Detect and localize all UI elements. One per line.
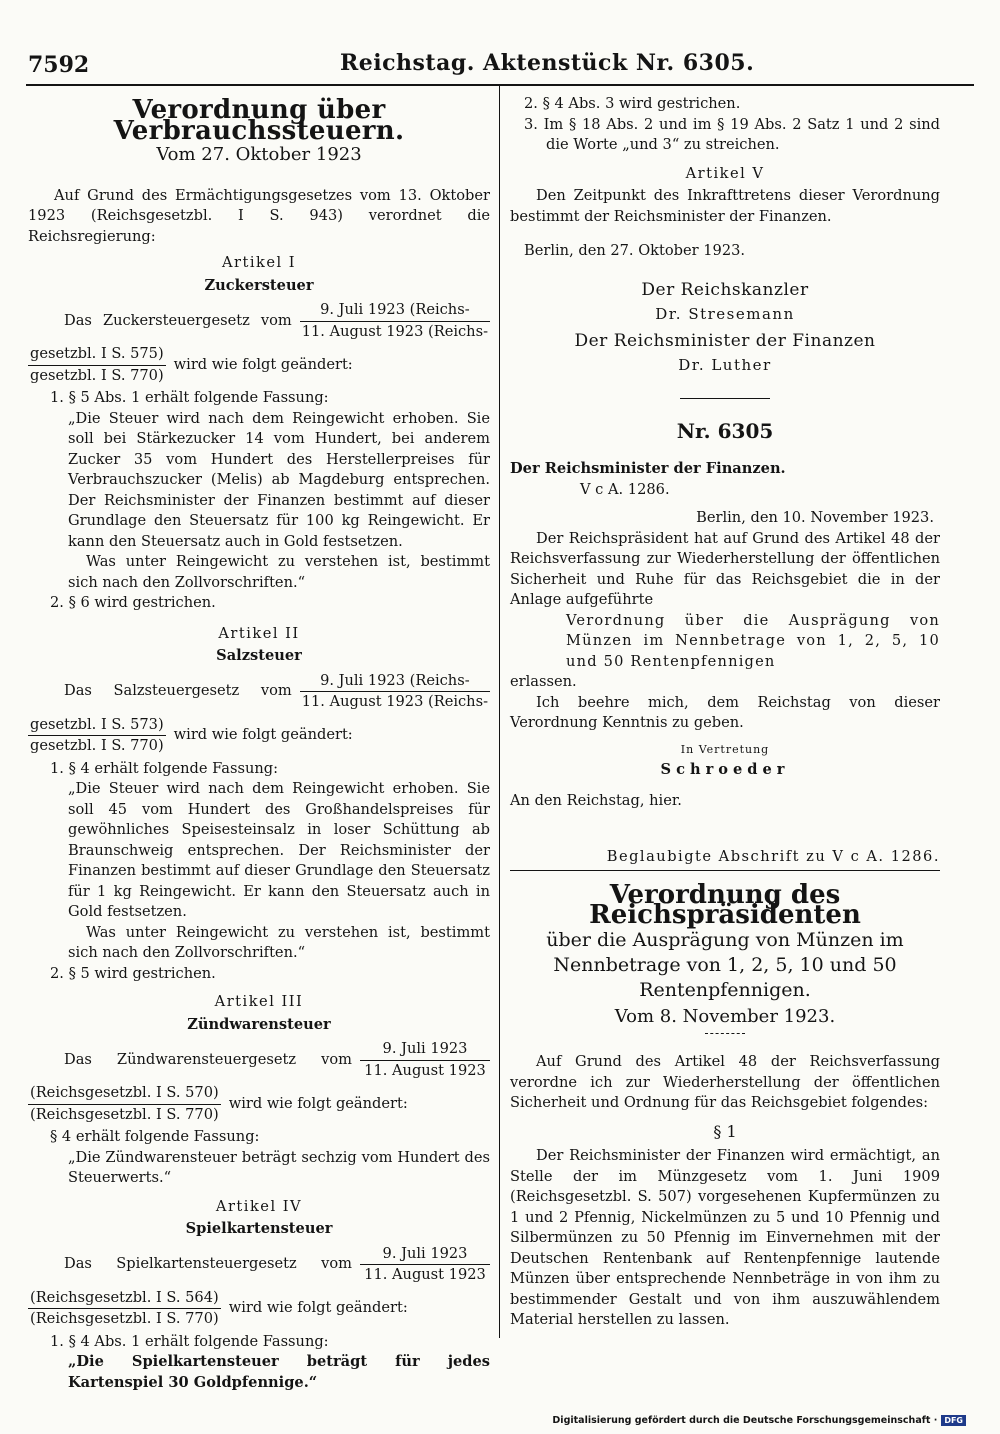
article-4-item-3: 3. Im § 18 Abs. 2 und im § 19 Abs. 2 Satz 1 und 2 sind die Worte „und 3“ zu streichen. — [524, 115, 940, 153]
page-number: 7592 — [28, 52, 90, 78]
article-4-quote: „Die Spielkartensteuer beträgt für jedes Kartenspiel 30 Goldpfennige.“ — [68, 1353, 490, 1391]
fraction-numerator: gesetzbl. I S. 575) — [28, 344, 166, 366]
fraction-numerator: 9. Juli 1923 (Reichs- — [300, 671, 490, 693]
article-1-law-line — [28, 300, 490, 342]
letter-paragraph-2: Ich beehre mich, dem Reichstag von dieser Verordnung Kenntnis zu geben. — [510, 693, 940, 731]
right-column — [510, 94, 940, 1331]
article-4-label: Artikel IV — [215, 1197, 303, 1215]
article-1-quote-cont: Was unter Reingewicht zu verstehen ist, bestimmt sich nach den Zollvorschriften.“ — [68, 553, 490, 591]
fraction-denominator: 11. August 1923 — [364, 1061, 486, 1079]
article-3-law-line — [28, 1039, 490, 1081]
fraction-numerator: 9. Juli 1923 — [360, 1244, 490, 1266]
article-1-item-1: 1. § 5 Abs. 1 erhält folgende Fassung: — [50, 389, 329, 406]
article-4-item-1: 1. § 4 Abs. 1 erhält folgende Fassung: — [50, 1332, 329, 1350]
letter-decree-name: Verordnung über die Ausprägung von Münzen im Nennbetrage von 1, 2, 5, 10 und 50 Rentenpfennigen — [566, 611, 940, 670]
gazette-fraction — [28, 1083, 221, 1125]
gazette-fraction — [28, 1288, 221, 1330]
intro-paragraph: Auf Grund des Ermächtigungsgesetzes vom 13. Oktober 1923 (Reichsgesetzbl. I S. 943) verordnet die Reichsregierung: — [28, 186, 490, 245]
letter-place-date: Berlin, den 10. November 1923. — [696, 509, 934, 526]
article-3-quote: „Die Zündwarensteuer beträgt sechzig vom Hundert des Steuerwerts.“ — [68, 1148, 490, 1186]
signing-place-date: Berlin, den 27. Oktober 1923. — [524, 242, 746, 259]
law-reference: Das Salzsteuergesetz vom — [64, 682, 292, 700]
certified-copy-line: Beglaubigte Abschrift zu V c A. 1286. — [510, 847, 940, 871]
article-4-law-line — [28, 1244, 490, 1286]
in-vertretung: In Vertretung — [680, 742, 770, 756]
fraction-denominator: 11. August 1923 — [364, 1266, 486, 1283]
fraction-denominator: (Reichsgesetzbl. I S. 770) — [30, 1105, 219, 1123]
article-2-item-2: 2. § 5 wird gestrichen. — [50, 964, 216, 982]
article-3-item-1: § 4 erhält folgende Fassung: — [50, 1128, 260, 1145]
presidential-decree-subtitle: über die Ausprägung von Münzen im Nennbetrage von 1, 2, 5, 10 und 50 Rentenpfennigen. — [546, 928, 904, 1001]
signature-2-title: Der Reichsminister der Finanzen — [574, 330, 876, 351]
article-3-label: Artikel III — [214, 993, 304, 1010]
article-2-quote-cont: Was unter Reingewicht zu verstehen ist, bestimmt sich nach den Zollvorschriften.“ — [68, 923, 490, 961]
fraction-denominator: 11. August 1923 (Reichs- — [301, 693, 488, 710]
digitization-footer — [552, 1415, 966, 1426]
fraction-numerator: 9. Juli 1923 (Reichs- — [300, 300, 490, 322]
footer-text: Digitalisierung gefördert durch die Deutsche Forschungsgemeinschaft · — [552, 1415, 938, 1426]
fraction-denominator: gesetzbl. I S. 770) — [30, 737, 164, 754]
left-column — [28, 94, 490, 1393]
presidential-decree-title: Verordnung des Reichspräsidenten — [589, 879, 861, 930]
amendment-phrase: wird wie folgt geändert: — [173, 726, 353, 744]
paragraph-1-heading: § 1 — [713, 1121, 737, 1141]
article-2-subject: Salzsteuer — [216, 647, 302, 664]
letter-erlassen: erlassen. — [510, 673, 577, 690]
article-4-gazette-line — [28, 1288, 490, 1330]
article-1-subject: Zuckersteuer — [204, 276, 314, 294]
fraction-numerator: (Reichsgesetzbl. I S. 570) — [28, 1083, 221, 1105]
amendment-phrase: wird wie folgt geändert: — [228, 1094, 408, 1112]
letter-paragraph-1: Der Reichspräsident hat auf Grund des Artikel 48 der Reichsverfassung zur Wiederherstellung der öffentlichen Sicherheit und Ruhe für das Reichsgebiet die in der Anlage aufgeführte — [510, 529, 940, 608]
article-4-item-2: 2. § 4 Abs. 3 wird gestrichen. — [524, 95, 741, 112]
fraction-denominator: gesetzbl. I S. 770) — [30, 366, 164, 384]
law-reference: Das Zuckersteuergesetz vom — [64, 311, 292, 329]
letter-reference: V c A. 1286. — [580, 480, 670, 498]
decree-title: Verordnung über Verbrauchssteuern. — [113, 95, 405, 146]
header-rule — [26, 84, 974, 86]
signature-1-title: Der Reichskanzler — [641, 279, 809, 300]
gazette-fraction — [28, 344, 166, 386]
presidential-decree-date: Vom 8. November 1923. — [614, 1005, 836, 1027]
article-5-text: Den Zeitpunkt des Inkrafttretens dieser Verordnung bestimmt der Reichsminister der Finanzen. — [510, 187, 940, 225]
document-number: Nr. 6305 — [676, 418, 774, 443]
date-fraction — [300, 671, 490, 713]
article-2-gazette-line — [28, 715, 490, 757]
presidential-decree-intro: Auf Grund des Artikel 48 der Reichsverfassung verordne ich zur Wiederherstellung der öffentlichen Sicherheit und Ordnung für das Reichsgebiet folgendes: — [510, 1053, 940, 1111]
article-5-label: Artikel V — [685, 164, 765, 182]
article-1-gazette-line — [28, 344, 490, 386]
signer-name: Schroeder — [660, 761, 790, 778]
title-dash — [705, 1033, 745, 1034]
article-1-item-2: 2. § 6 wird gestrichen. — [50, 594, 216, 611]
law-reference: Das Zündwarensteuergesetz vom — [64, 1050, 352, 1068]
page-header-title: Reichstag. Aktenstück Nr. 6305. — [340, 50, 755, 76]
letter-address: An den Reichstag, hier. — [510, 791, 682, 809]
article-3-subject: Zündwarensteuer — [187, 1015, 331, 1033]
paragraph-1-text: Der Reichsminister der Finanzen wird ermächtigt, an Stelle der im Münzgesetz vom 1. Juni 1909 (Reichsgesetzbl. S. 507) vorgesehenen Kupfermünzen zu 1 und 2 Pfennig, Nickelmünzen zu 5 und 10 Pfennig und Silbermünzen zu 50 Pfennig im Einvernehmen mit der Deutschen Rentenbank auf Rentenpfennige lautende Münzen über entsprechende Nennbeträge in von ihm zu bestimmender Gestalt und von ihm auszuwählendem Material herstellen zu lassen. — [510, 1147, 940, 1328]
gazette-fraction — [28, 715, 166, 757]
decree-date: Vom 27. Oktober 1923 — [156, 144, 362, 165]
article-1-label: Artikel I — [221, 254, 297, 271]
amendment-phrase: wird wie folgt geändert: — [228, 1299, 408, 1317]
article-2-label: Artikel II — [218, 624, 300, 642]
article-3-gazette-line — [28, 1083, 490, 1125]
column-divider — [499, 86, 500, 1338]
date-fraction — [360, 1244, 490, 1286]
date-fraction — [300, 300, 490, 342]
article-1-quote: „Die Steuer wird nach dem Reingewicht erhoben. Sie soll bei Stärkezucker 14 vom Hundert, bei anderem Zucker 35 vom Hundert des Herstellerpreises für Verbrauchszucker (Melis) ab Magdeburg entsprechen. Der Reichsminister der Finanzen bestimmt auf dieser Grundlage den Steuersatz für 100 kg Reingewicht. Er kann den Steuersatz auch in Gold festsetzen. — [68, 409, 490, 550]
date-fraction — [360, 1039, 490, 1081]
amendment-phrase: wird wie folgt geändert: — [173, 355, 353, 373]
dfg-logo: DFG — [941, 1415, 966, 1426]
article-2-quote: „Die Steuer wird nach dem Reingewicht erhoben. Sie soll 45 vom Hundert des Großhandelspreises für gewöhnliches Speisesteinsalz in loser Schüttung ab Braunschweig entsprechen. Der Reichsminister der Finanzen bestimmt auf dieser Grundlage den Steuersatz für 1 kg Reingewicht. Er kann den Steuersatz auch in Gold festsetzen. — [68, 780, 490, 920]
letter-sender: Der Reichsminister der Finanzen. — [510, 460, 786, 477]
law-reference: Das Spielkartensteuergesetz vom — [64, 1255, 352, 1273]
fraction-numerator: 9. Juli 1923 — [360, 1039, 490, 1061]
fraction-denominator: (Reichsgesetzbl. I S. 770) — [30, 1310, 219, 1327]
fraction-numerator: (Reichsgesetzbl. I S. 564) — [28, 1288, 221, 1310]
signature-1-name: Dr. Stresemann — [655, 305, 795, 323]
section-rule — [680, 398, 770, 399]
signature-2-name: Dr. Luther — [678, 356, 772, 374]
fraction-numerator: gesetzbl. I S. 573) — [28, 715, 166, 737]
article-2-law-line — [28, 671, 490, 713]
article-4-subject: Spielkartensteuer — [185, 1220, 333, 1237]
article-2-item-1: 1. § 4 erhält folgende Fassung: — [50, 759, 279, 777]
fraction-denominator: 11. August 1923 (Reichs- — [301, 322, 488, 340]
